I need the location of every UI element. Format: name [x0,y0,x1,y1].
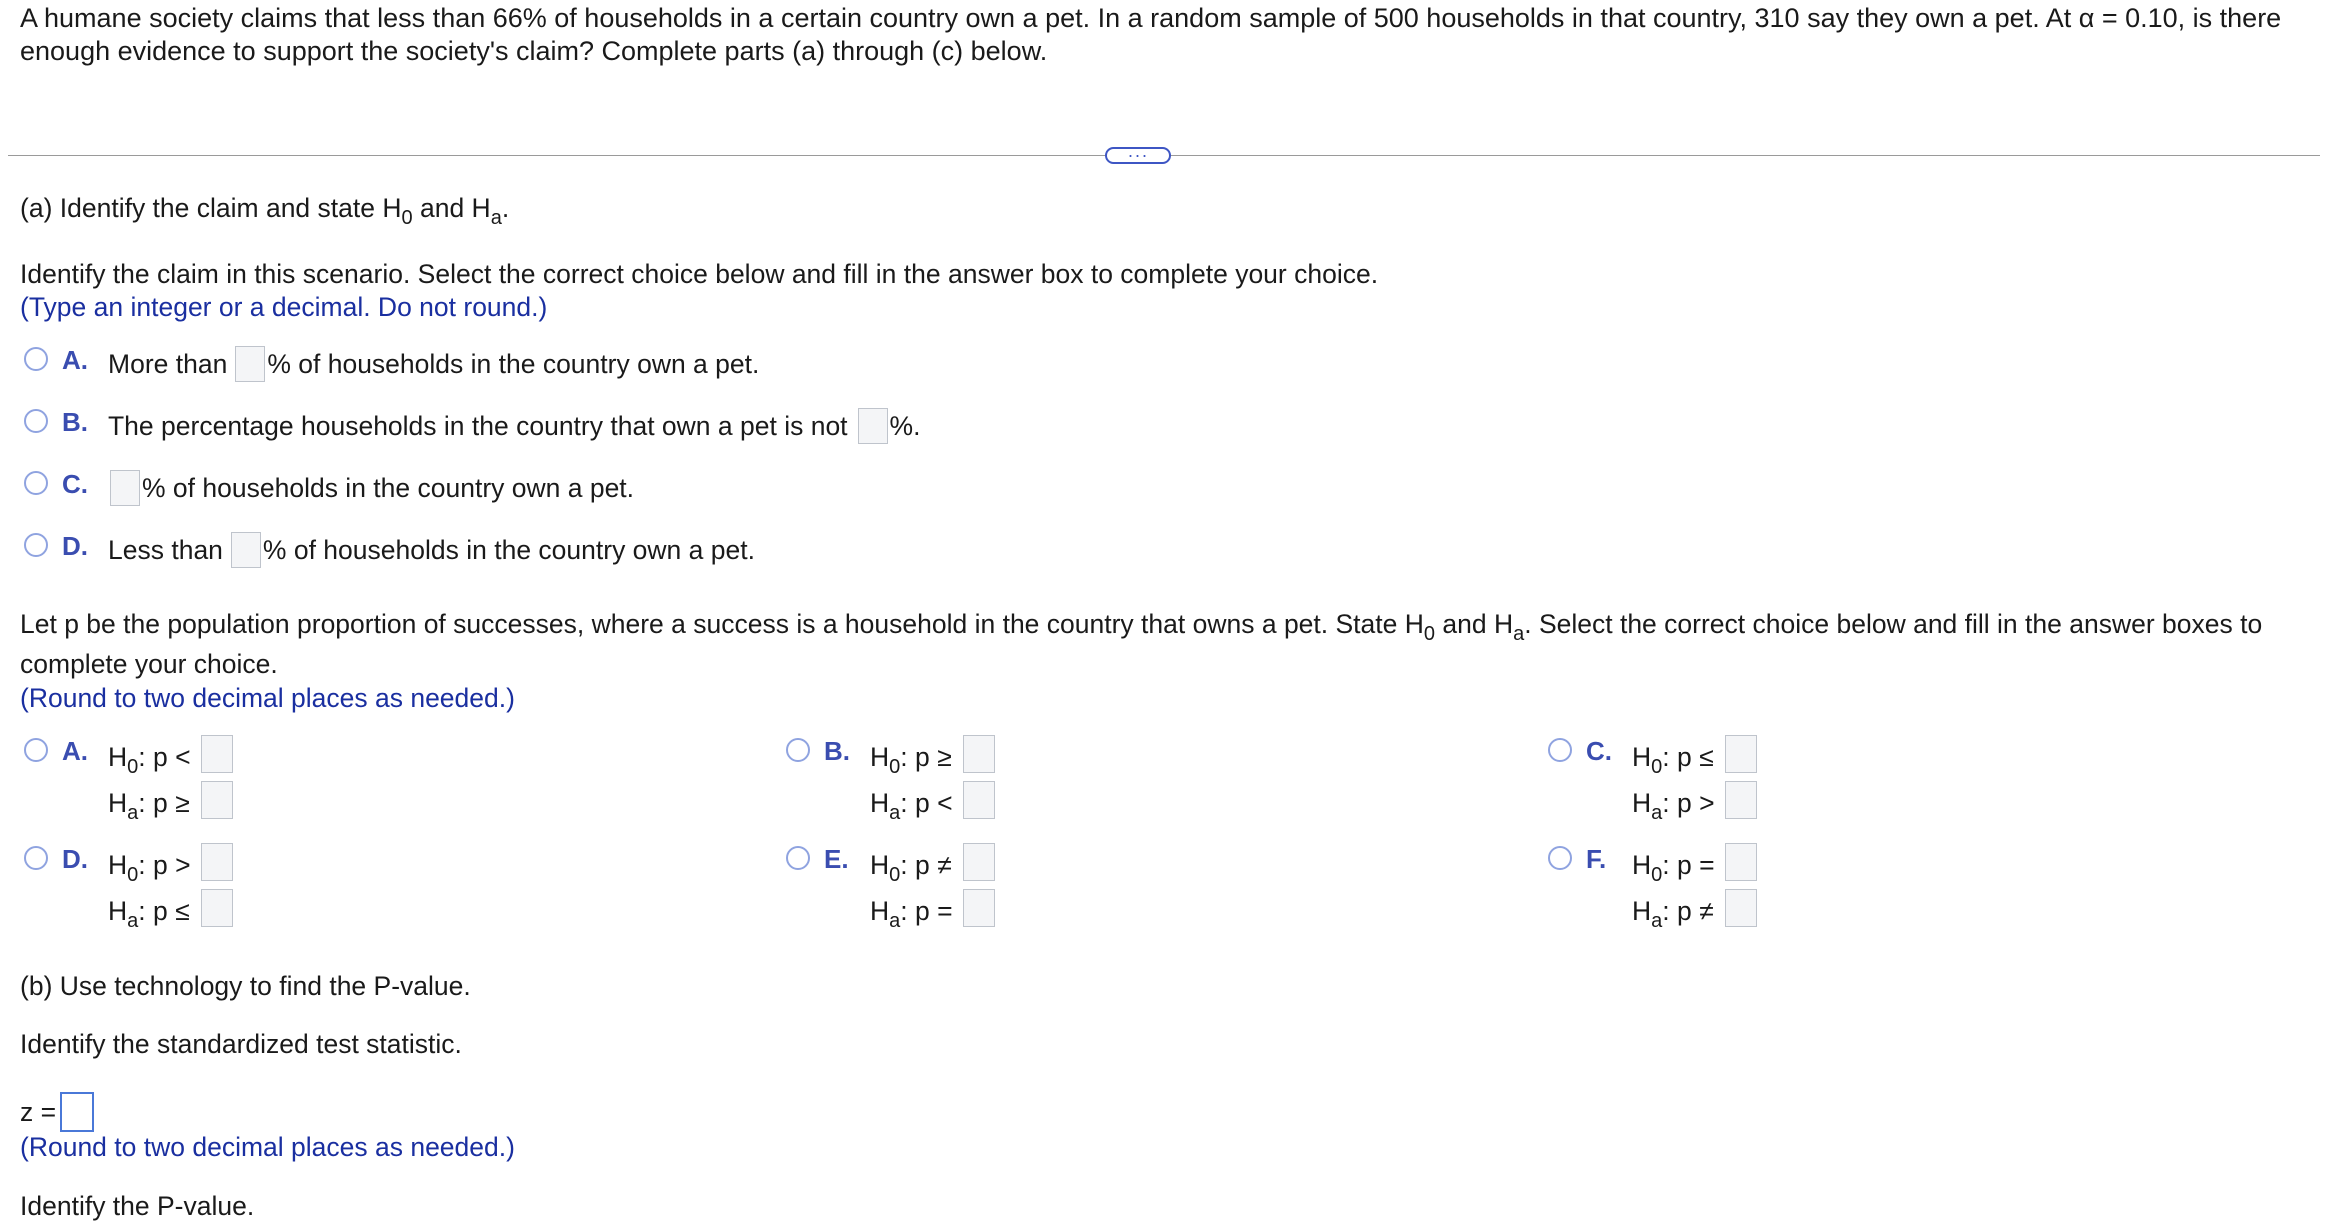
claim-option-d [108,532,755,568]
claim-option-a [108,346,759,382]
hyp-option-e-letter: E. [824,844,849,874]
z-input[interactable] [60,1092,94,1132]
hyp-option-f-h0: $H_0$: p = [1632,850,1715,886]
claim-option-a-after: % of households in the country own a pet. [267,349,760,379]
hyp-option-b-ha: $H_a$: p < [870,788,953,824]
hypotheses-instruction: Let p be the population proportion of successes, where a success is a household in the country that owns a pet. State $H_0$ and $H_a$. Select the correct choice below and fill in the answer boxes to [20,609,2263,645]
hyp-option-c-h0: $H_0$: p ≤ [1632,742,1714,778]
claim-option-c-radio[interactable] [24,471,48,495]
claim-option-b-before: The percentage households in the country that own a pet is not [108,411,848,441]
problem-statement: A humane society claims that less than 66% of households in a certain country own a pet. In a random sample of 500 households in that country, 310 say they own a pet. At α = 0.10, is there enough evidence to support the society's claim? Complete parts (a) through (c) below. [20,3,2282,66]
expand-more-button[interactable]: ··· [1105,147,1171,164]
hyp-option-c-ha: $H_a$: p > [1632,788,1715,824]
hyp-option-f-letter: F. [1586,844,1607,874]
hyp-option-b-letter: B. [824,736,850,766]
claim-option-c-letter: C. [62,469,88,499]
hypotheses-instruction-cont: complete your choice. [20,649,278,679]
claim-option-b-letter: B. [62,407,88,437]
claim-option-c-after: % of households in the country own a pet. [142,473,635,503]
hyp-option-a-h0-input[interactable] [201,735,233,773]
hyp-option-a-radio[interactable] [24,738,48,762]
z-label: z = [20,1097,57,1127]
hyp-option-a-ha: $H_a$: p ≥ [108,788,190,824]
hyp-option-a-letter: A. [62,736,88,766]
hyp-option-c-ha-input[interactable] [1725,781,1757,819]
hyp-option-a-ha-input[interactable] [201,781,233,819]
part-a-heading: (a) Identify the claim and state $H_0$ and $H_a$. [20,193,510,229]
claim-option-a-before: More than [108,349,228,379]
hyp-option-f-ha: $H_a$: p ≠ [1632,896,1714,932]
claim-option-d-letter: D. [62,531,88,561]
hyp-option-d-letter: D. [62,844,88,874]
hyp-option-e-ha-input[interactable] [963,889,995,927]
hyp-option-f-h0-input[interactable] [1725,843,1757,881]
claim-option-b [108,408,920,444]
hyp-option-f-radio[interactable] [1548,846,1572,870]
claim-option-c-input[interactable] [110,470,140,506]
claim-option-a-letter: A. [62,345,88,375]
hyp-option-d-h0-input[interactable] [201,843,233,881]
part-b-heading: (b) Use technology to find the P-value. [20,971,471,1001]
claim-option-d-input[interactable] [231,532,261,568]
claim-option-b-input[interactable] [858,408,888,444]
claim-option-b-after: %. [889,411,921,441]
claim-option-b-radio[interactable] [24,409,48,433]
claim-option-a-radio[interactable] [24,347,48,371]
claim-option-d-before: Less than [108,535,223,565]
claim-option-c [108,470,634,506]
claim-hint: (Type an integer or a decimal. Do not round.) [20,292,548,322]
hyp-option-b-h0: $H_0$: p ≥ [870,742,952,778]
hyp-option-c-h0-input[interactable] [1725,735,1757,773]
test-statistic-instruction: Identify the standardized test statistic. [20,1029,462,1059]
hyp-option-e-h0: $H_0$: p ≠ [870,850,952,886]
hyp-option-b-ha-input[interactable] [963,781,995,819]
hyp-option-f-ha-input[interactable] [1725,889,1757,927]
hyp-option-b-radio[interactable] [786,738,810,762]
z-hint: (Round to two decimal places as needed.) [20,1132,515,1162]
claim-option-d-radio[interactable] [24,533,48,557]
hyp-option-c-letter: C. [1586,736,1612,766]
hyp-option-d-radio[interactable] [24,846,48,870]
claim-instruction: Identify the claim in this scenario. Select the correct choice below and fill in the answer box to complete your choice. [20,259,1379,289]
claim-option-a-input[interactable] [235,346,265,382]
hyp-option-a-h0: $H_0$: p < [108,742,191,778]
hyp-option-e-ha: $H_a$: p = [870,896,953,932]
pvalue-instruction: Identify the P-value. [20,1191,255,1221]
hyp-option-d-ha: $H_a$: p ≤ [108,896,190,932]
hyp-option-e-h0-input[interactable] [963,843,995,881]
hyp-option-d-ha-input[interactable] [201,889,233,927]
hyp-option-e-radio[interactable] [786,846,810,870]
hypotheses-hint: (Round to two decimal places as needed.) [20,683,515,713]
claim-option-d-after: % of households in the country own a pet. [262,535,755,565]
hyp-option-c-radio[interactable] [1548,738,1572,762]
hyp-option-d-h0: $H_0$: p > [108,850,191,886]
hyp-option-b-h0-input[interactable] [963,735,995,773]
